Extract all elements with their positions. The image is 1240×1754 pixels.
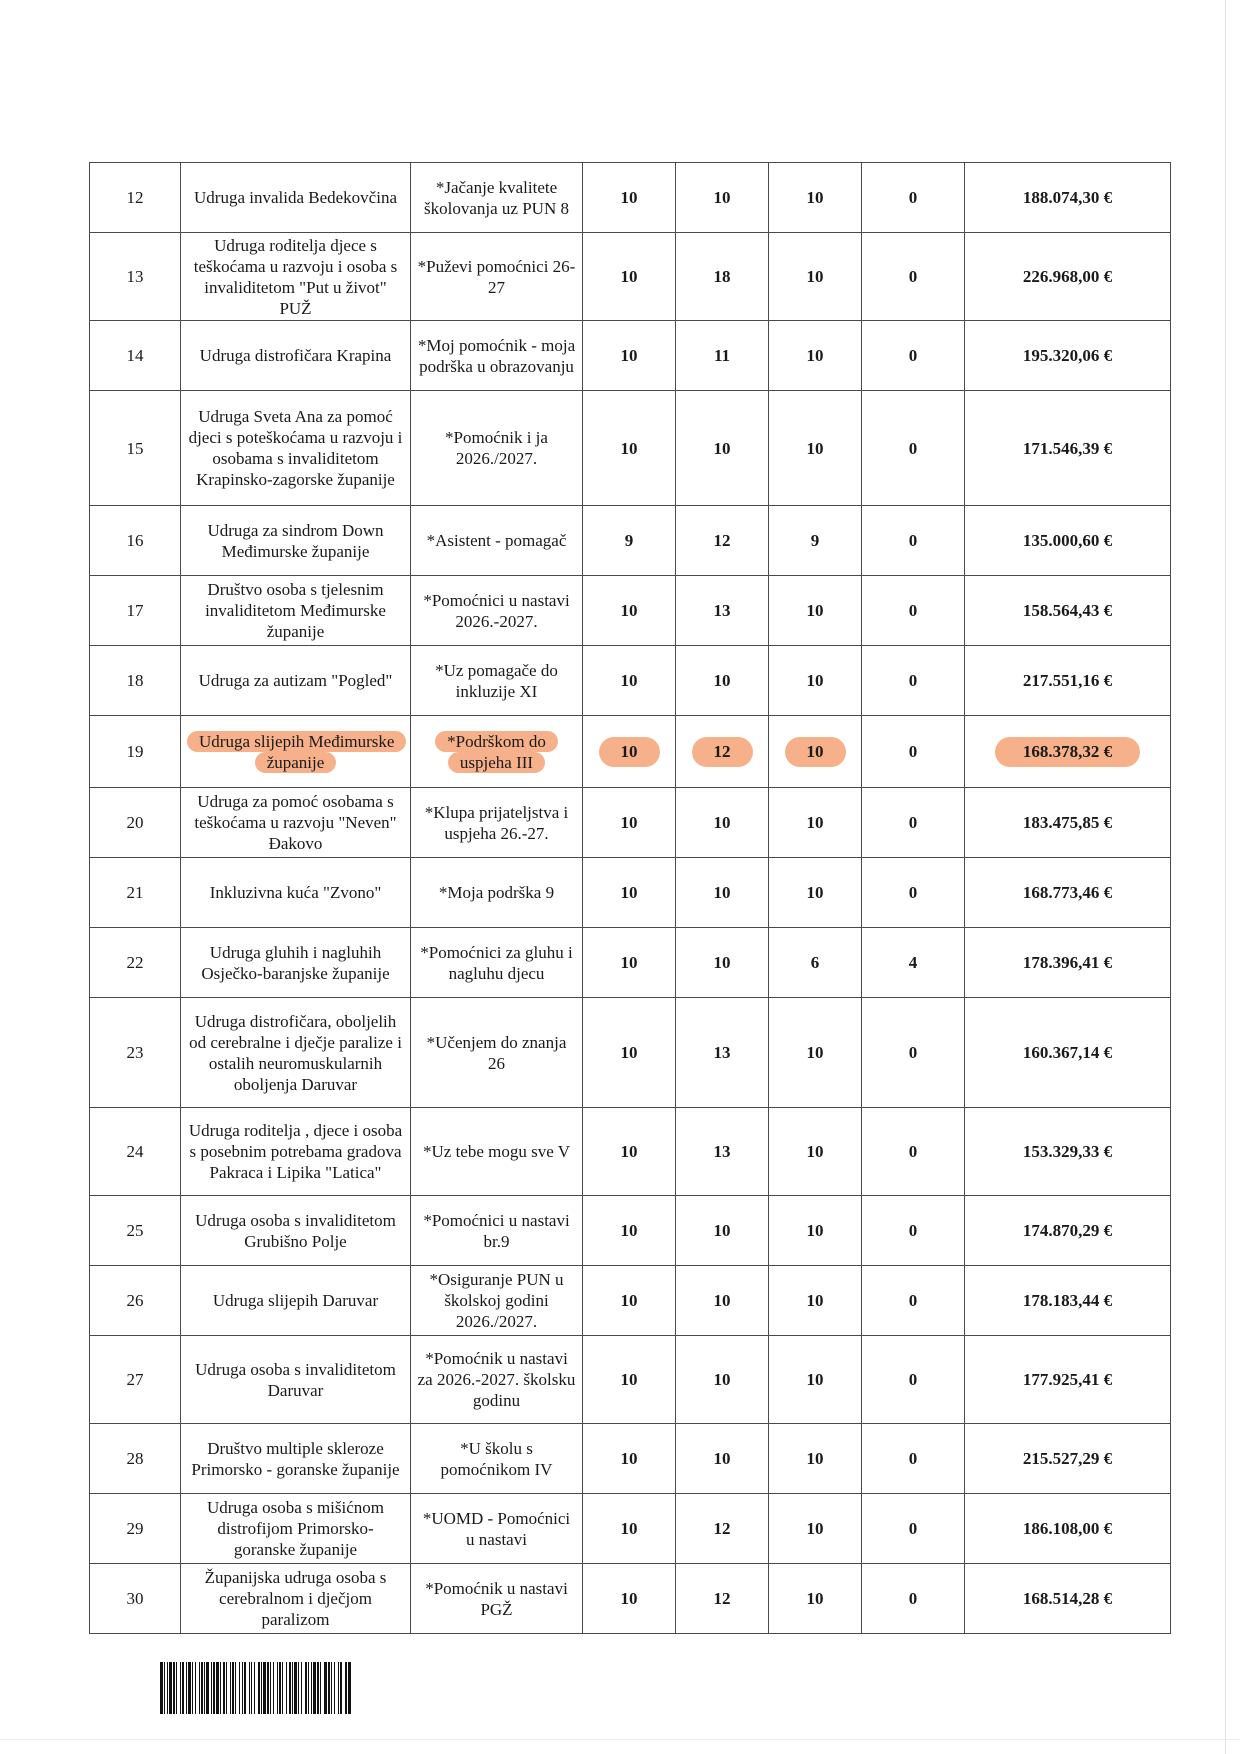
score-cell: 10: [620, 188, 638, 207]
row-number: 16: [126, 531, 144, 550]
row-number: 25: [126, 1221, 144, 1240]
score-cell: 10: [713, 813, 731, 832]
row-number: 14: [126, 346, 144, 365]
project-name: *Pomoćnici u nastavi br.9: [423, 1210, 570, 1251]
amount-cell: 215.527,29 €: [1022, 1449, 1113, 1468]
amount-cell: 177.925,41 €: [1022, 1370, 1113, 1389]
row-number: 26: [126, 1291, 144, 1310]
score-cell: 0: [908, 531, 918, 550]
project-name: *Jačanje kvalitete školovanja uz PUN 8: [424, 177, 569, 218]
row-number: 24: [126, 1142, 144, 1161]
table-row: [90, 788, 1171, 858]
row-number: 13: [126, 267, 144, 286]
project-name: *UOMD - Pomoćnici u nastavi: [422, 1508, 571, 1549]
table-row: [90, 1424, 1171, 1494]
score-cell: 10: [713, 1221, 731, 1240]
score-cell: 10: [806, 1519, 824, 1538]
project-name: *Uz tebe mogu sve V: [423, 1142, 570, 1161]
table-row: [90, 1266, 1171, 1336]
score-cell: 0: [908, 1519, 918, 1538]
score-cell: 10: [620, 1291, 638, 1310]
project-name: *Puževi pomoćnici 26-27: [417, 256, 576, 297]
project-name: *Klupa prijateljstva i uspjeha 26.-27.: [424, 802, 569, 843]
score-cell: 10: [806, 883, 824, 902]
table-row: [90, 1196, 1171, 1266]
score-cell: 10: [620, 671, 638, 690]
score-cell: 12: [713, 531, 731, 550]
score-cell: 10: [620, 267, 638, 286]
organization-name: Društvo multiple skleroze Primorsko - goranske županije: [191, 1438, 400, 1479]
score-cell: 10: [620, 1449, 638, 1468]
score-cell: 0: [908, 671, 918, 690]
amount-cell: 158.564,43 €: [1022, 601, 1113, 620]
project-name: *Pomoćnici za gluhu i nagluhu djecu: [420, 942, 573, 983]
score-cell: 10: [806, 438, 824, 458]
score-cell: 12: [692, 737, 753, 767]
score-cell: 10: [713, 1449, 731, 1468]
row-number: 15: [126, 438, 144, 458]
table-row: [90, 646, 1171, 716]
row-number: 28: [126, 1449, 144, 1468]
organization-name: Udruga za autizam "Pogled": [198, 671, 393, 690]
project-name: *Podrškom do uspjeha III: [435, 731, 558, 773]
table-row: [90, 391, 1171, 506]
project-name: *Pomoćnik u nastavi za 2026.-2027. školsku godinu: [417, 1349, 576, 1410]
page-edge: [0, 1739, 1240, 1740]
score-cell: 10: [806, 813, 824, 832]
organization-name: Udruga gluhih i nagluhih Osječko-baranjske županije: [201, 942, 390, 983]
row-number: 30: [126, 1589, 144, 1608]
amount-cell: 178.183,44 €: [1022, 1291, 1113, 1310]
score-cell: 18: [713, 267, 731, 286]
row-number: 19: [126, 742, 144, 761]
score-cell: 10: [620, 601, 638, 620]
organization-name: Udruga roditelja , djece i osoba s posebnim potrebama gradova Pakraca i Lipika "Latica": [188, 1121, 403, 1182]
project-name: *Moj pomoćnik - moja podrška u obrazovanju: [417, 335, 576, 376]
table-row: [90, 1336, 1171, 1424]
project-name: *Moja podrška 9: [438, 883, 555, 902]
score-cell: 0: [908, 1142, 918, 1161]
score-cell: 10: [785, 737, 846, 767]
amount-cell: 160.367,14 €: [1022, 1043, 1113, 1062]
score-cell: 10: [620, 438, 638, 458]
organization-name: Udruga slijepih Međimurske županije: [187, 731, 406, 773]
table-row: [90, 1108, 1171, 1196]
score-cell: 0: [908, 1589, 918, 1608]
table-row: [90, 858, 1171, 928]
row-number: 22: [126, 953, 144, 972]
amount-cell: 174.870,29 €: [1022, 1221, 1113, 1240]
table-row: [90, 233, 1171, 321]
table-row: [90, 1564, 1171, 1634]
score-cell: 13: [713, 1043, 731, 1062]
score-cell: 10: [713, 1370, 731, 1389]
organization-name: Udruga distrofičara, oboljelih od cerebralne i dječje paralize i ostalih neuromuskularnih oboljenja Daruvar: [189, 1011, 402, 1094]
score-cell: 10: [713, 883, 731, 902]
score-cell: 10: [620, 1142, 638, 1161]
amount-cell: 135.000,60 €: [1022, 531, 1113, 550]
score-cell: 0: [908, 188, 918, 207]
score-cell: 0: [908, 267, 918, 286]
score-cell: 13: [713, 1142, 731, 1161]
table-row: [90, 506, 1171, 576]
score-cell: 10: [806, 1142, 824, 1161]
score-cell: 10: [620, 883, 638, 902]
score-cell: 10: [620, 1589, 638, 1608]
score-cell: 0: [908, 883, 918, 902]
row-number: 18: [126, 671, 144, 690]
score-cell: 10: [806, 1291, 824, 1310]
organization-name: Udruga za pomoć osobama s teškoćama u razvoju "Neven" Đakovo: [194, 792, 397, 853]
score-cell: 0: [908, 1043, 918, 1062]
project-name: *Asistent - pomagač: [426, 531, 567, 550]
score-cell: 0: [908, 742, 918, 761]
score-cell: 10: [620, 346, 638, 365]
project-name: *Uz pomagače do inkluzije XI: [435, 660, 558, 701]
organization-name: Udruga za sindrom Down Međimurske županije: [207, 520, 384, 561]
organization-name: Udruga osoba s mišićnom distrofijom Primorsko-goranske županije: [206, 1498, 385, 1559]
score-cell: 0: [908, 438, 918, 458]
table-row: [90, 321, 1171, 391]
amount-cell: 186.108,00 €: [1022, 1519, 1113, 1538]
score-cell: 10: [806, 1221, 824, 1240]
row-number: 21: [126, 883, 144, 902]
score-cell: 10: [620, 1221, 638, 1240]
score-cell: 10: [599, 737, 660, 767]
table-row: [90, 163, 1171, 233]
table-row: [90, 576, 1171, 646]
score-cell: 0: [908, 1291, 918, 1310]
amount-cell: 171.546,39 €: [1022, 438, 1113, 458]
organization-name: Udruga roditelja djece s teškoćama u razvoju i osoba s invaliditetom "Put u život" PUŽ: [193, 235, 398, 318]
row-number: 29: [126, 1519, 144, 1538]
score-cell: 10: [806, 671, 824, 690]
organization-name: Udruga slijepih Daruvar: [212, 1291, 379, 1310]
table-row: [90, 716, 1171, 788]
score-cell: 10: [806, 1589, 824, 1608]
score-cell: 12: [713, 1589, 731, 1608]
project-name: *Učenjem do znanja 26: [426, 1032, 567, 1073]
project-name: *U školu s pomoćnikom IV: [440, 1438, 553, 1479]
row-number: 17: [126, 601, 144, 620]
organization-name: Udruga distrofičara Krapina: [199, 346, 392, 365]
score-cell: 9: [810, 531, 820, 550]
amount-cell: 226.968,00 €: [1022, 267, 1113, 286]
score-cell: 4: [908, 953, 918, 972]
score-cell: 0: [908, 813, 918, 832]
score-cell: 11: [713, 346, 731, 365]
score-cell: 10: [713, 438, 731, 458]
score-cell: 0: [908, 346, 918, 365]
score-cell: 10: [806, 346, 824, 365]
score-cell: 0: [908, 601, 918, 620]
organization-name: Udruga osoba s invaliditetom Grubišno Polje: [195, 1210, 396, 1251]
row-number: 23: [126, 1043, 144, 1062]
score-cell: 10: [620, 1043, 638, 1062]
project-name: *Pomoćnik i ja 2026./2027.: [445, 428, 548, 468]
score-cell: 10: [713, 671, 731, 690]
row-number: 27: [126, 1370, 144, 1389]
score-cell: 10: [806, 1370, 824, 1389]
score-cell: 10: [620, 1519, 638, 1538]
score-cell: 0: [908, 1221, 918, 1240]
project-name: *Pomoćnici u nastavi 2026.-2027.: [423, 590, 570, 631]
amount-cell: 178.396,41 €: [1022, 953, 1113, 972]
amount-cell: 183.475,85 €: [1022, 813, 1113, 832]
organization-name: Udruga invalida Bedekovčina: [194, 188, 397, 207]
organization-name: Županijska udruga osoba s cerebralnom i dječjom paralizom: [204, 1568, 387, 1629]
score-cell: 10: [806, 188, 824, 207]
score-cell: 6: [810, 953, 820, 972]
amount-cell: 168.514,28 €: [1022, 1589, 1113, 1608]
row-number: 20: [126, 813, 144, 832]
score-cell: 9: [624, 531, 634, 550]
page-edge: [1225, 0, 1226, 1754]
table-row: [90, 998, 1171, 1108]
amount-cell: 217.551,16 €: [1022, 671, 1113, 690]
score-cell: 10: [713, 953, 731, 972]
organization-name: Inkluzivna kuća "Zvono": [209, 883, 382, 902]
score-cell: 0: [908, 1370, 918, 1389]
score-cell: 10: [713, 188, 731, 207]
amount-cell: 188.074,30 €: [1022, 188, 1113, 207]
project-name: *Osiguranje PUN u školskoj godini 2026./2027.: [429, 1270, 564, 1331]
table-row: [90, 928, 1171, 998]
organization-name: Društvo osoba s tjelesnim invaliditetom Međimurske županije: [205, 580, 386, 641]
project-name: *Pomoćnik u nastavi PGŽ: [425, 1578, 568, 1619]
score-cell: 10: [713, 1291, 731, 1310]
table-row: [90, 1494, 1171, 1564]
score-cell: 10: [806, 1043, 824, 1062]
barcode: [160, 1662, 510, 1714]
organization-name: Udruga Sveta Ana za pomoć djeci s poteškoćama u razvoju i osobama s invaliditetom Krapinsko-zagorske županije: [188, 407, 403, 489]
score-cell: 13: [713, 601, 731, 620]
score-cell: 10: [806, 1449, 824, 1468]
score-cell: 0: [908, 1449, 918, 1468]
amount-cell: 195.320,06 €: [1022, 346, 1113, 365]
score-cell: 12: [713, 1519, 731, 1538]
grant-table: [89, 162, 1171, 1634]
amount-cell: 168.378,32 €: [995, 737, 1140, 767]
score-cell: 10: [806, 601, 824, 620]
score-cell: 10: [620, 813, 638, 832]
score-cell: 10: [806, 267, 824, 286]
amount-cell: 168.773,46 €: [1022, 883, 1113, 902]
score-cell: 10: [620, 953, 638, 972]
score-cell: 10: [620, 1370, 638, 1389]
organization-name: Udruga osoba s invaliditetom Daruvar: [195, 1359, 396, 1400]
amount-cell: 153.329,33 €: [1022, 1142, 1113, 1161]
row-number: 12: [126, 188, 144, 207]
